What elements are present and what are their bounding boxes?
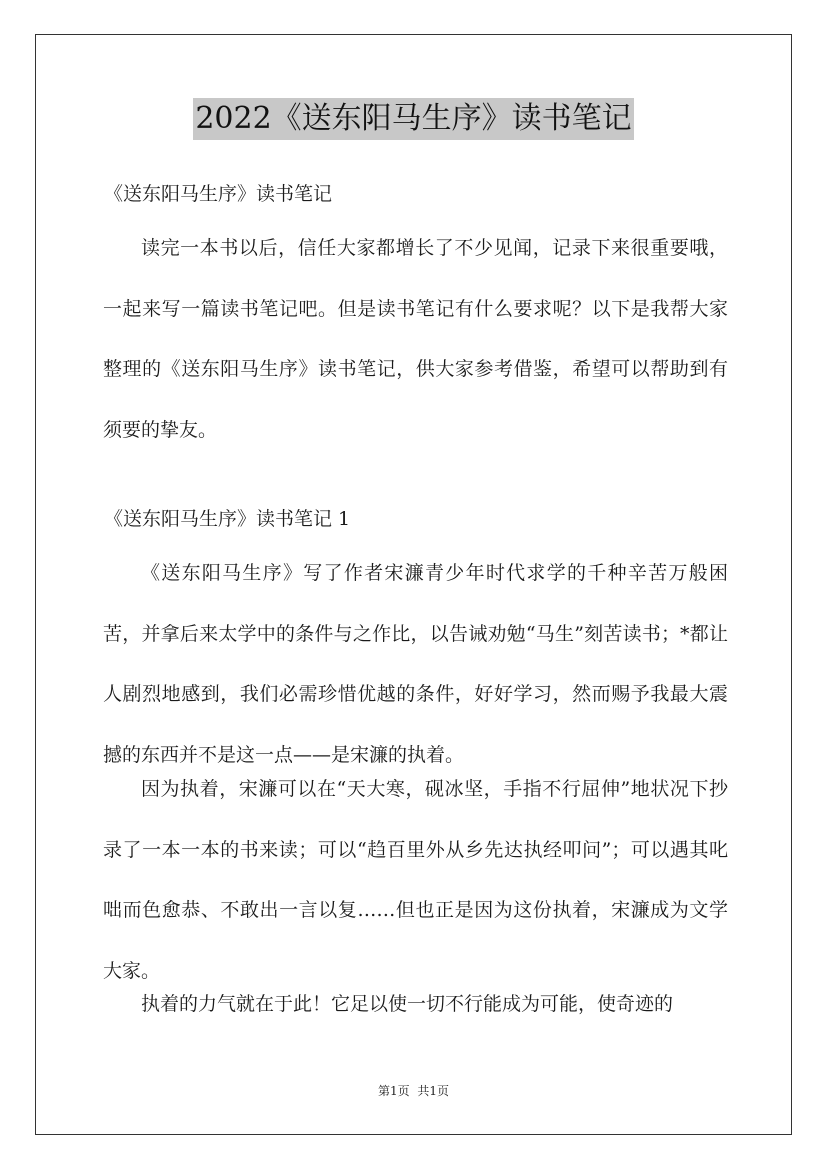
section-paragraph-3: 执着的力气就在于此！它足以使一切不行能成为可能，使奇迹的 [141,993,674,1015]
section-paragraph-1: 《送东阳马生序》写了作者宋濂青少年时代求学的千种辛苦万般困苦，并拿后来太学中的条件与之作比，以告诫劝勉“马生”刻苦读书；*都让人剧烈地感到，我们必需珍惜优越的条件，好好学习，然而赐予我最大震撼的东西并不是这一点——是宋濂的执着。 [103,562,728,766]
page-number: 第1页 [377,1084,410,1098]
page-footer [0,1083,827,1099]
document-title: 2022《送东阳马生序》读书笔记 [193,98,633,140]
section-heading: 《送东阳马生序》读书笔记 1 [104,508,351,530]
section-paragraph-2: 因为执着，宋濂可以在“天大寒，砚冰坚，手指不行屈伸”地状况下抄录了一本一本的书来读；可以“趋百里外从乡先达执经叩问”；可以遇其叱咄而色愈恭、不敢出一言以复……但也正是因为这份执着，宋濂成为文学大家。 [103,778,728,982]
intro-paragraph: 读完一本书以后，信任大家都增长了不少见闻，记录下来很重要哦，一起来写一篇读书笔记吧。但是读书笔记有什么要求呢？以下是我帮大家整理的《送东阳马生序》读书笔记，供大家参考借鉴，希望可以帮助到有须要的挚友。 [103,237,728,441]
page-total: 共1页 [417,1084,450,1098]
intro-heading: 《送东阳马生序》读书笔记 [104,183,333,205]
title-container [0,98,827,140]
